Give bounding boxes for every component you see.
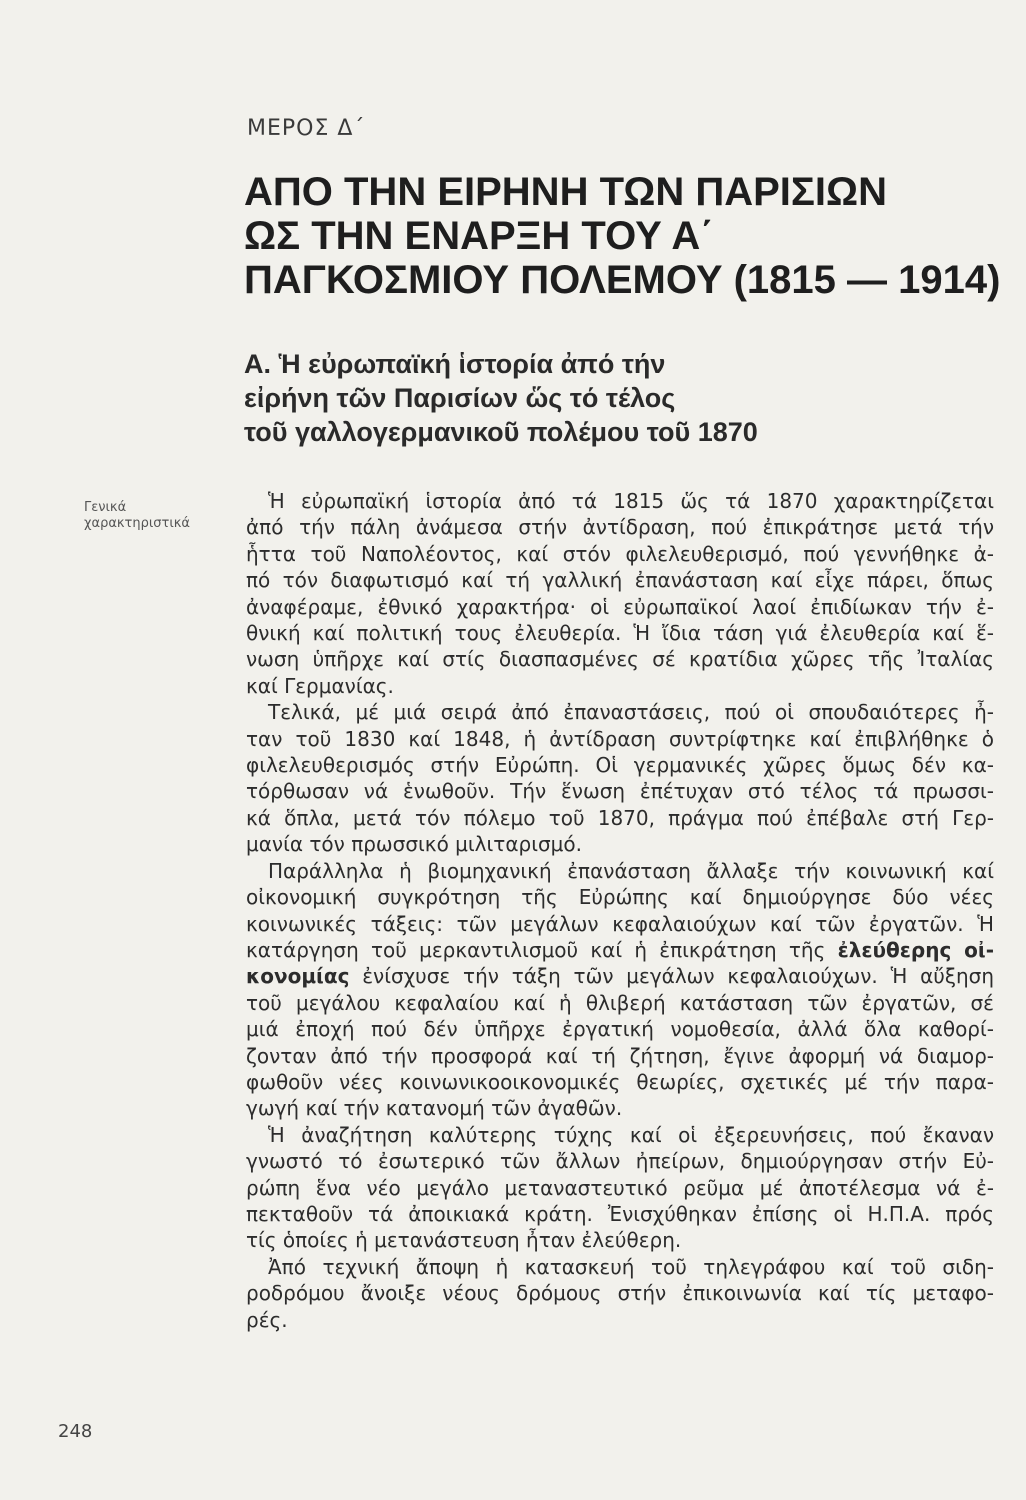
text-line: μανία τόν πρωσσικό μιλιταρισμό. bbox=[246, 832, 582, 857]
text-line: πεκταθοῦν τά ἀποικιακά κράτη. Ἐνισχύθηκαν ἐπίσης οἱ Η.Π.Α. πρός bbox=[246, 1201, 994, 1226]
text-line: φωθοῦν νέες κοινωνικοοικονομικές θεωρίες, σχετικές μέ τήν παρα- bbox=[246, 1069, 994, 1094]
paragraph bbox=[246, 1122, 994, 1254]
text-line: Παράλληλα ἡ βιομηχανική ἐπανάσταση ἄλλαξε τήν κοινωνική καί bbox=[268, 858, 994, 883]
part-label: ΜΕΡΟΣ Δ΄ bbox=[247, 116, 366, 141]
text-line: τοῦ μεγάλου κεφαλαίου καί ἡ θλιβερή κατάσταση τῶν ἐργατῶν, σέ bbox=[246, 990, 994, 1015]
page-number: 248 bbox=[58, 1421, 93, 1442]
paragraph bbox=[246, 858, 994, 1122]
main-title-line: ΑΠΟ ΤΗΝ ΕΙΡΗΝΗ ΤΩΝ ΠΑΡΙΣΙΩΝ bbox=[244, 170, 887, 214]
paragraph bbox=[246, 1254, 994, 1333]
body-text bbox=[246, 488, 994, 1333]
section-title-line: τοῦ γαλλογερμανικοῦ πολέμου τοῦ 1870 bbox=[244, 417, 758, 447]
emphasized-term: κονομίας bbox=[246, 964, 350, 989]
main-title bbox=[244, 170, 1004, 302]
paragraph bbox=[246, 488, 994, 699]
paragraph bbox=[246, 699, 994, 857]
text-line: φιλελευθερισμός στήν Εὐρώπη. Οἱ γερμανικές χῶρες ὅμως δέν κα- bbox=[246, 753, 994, 778]
text-line: θνική καί πολιτική τους ἐλευθερία. Ἡ ἴδια τάση γιά ἐλευθερία καί ἕ- bbox=[246, 621, 994, 646]
text-line: κοινωνικές τάξεις: τῶν μεγάλων κεφαλαιούχων καί τῶν ἐργατῶν. Ἡ bbox=[246, 911, 994, 936]
section-title bbox=[244, 347, 944, 449]
text-line: Ἡ εὐρωπαϊκή ἱστορία ἀπό τά 1815 ὥς τά 1870 χαρακτηρίζεται bbox=[268, 489, 994, 513]
section-title-line: εἰρήνη τῶν Παρισίων ὥς τό τέλος bbox=[244, 383, 676, 413]
text-segment: ἐνίσχυσε τήν τάξη τῶν μεγάλων κεφαλαιούχων. Ἡ αὔξηση bbox=[349, 964, 994, 989]
emphasized-term: ἐλεύθερης οἰ- bbox=[837, 937, 994, 962]
text-line: γωγή καί τήν κατανομή τῶν ἀγαθῶν. bbox=[246, 1096, 623, 1121]
text-line: ταν τοῦ 1830 καί 1848, ἡ ἀντίδραση συντρίφτηκε καί ἐπιβλήθηκε ὁ bbox=[246, 726, 994, 751]
text-line: πό τόν διαφωτισμό καί τή γαλλική ἐπανάσταση καί εἶχε πάρει, ὅπως bbox=[246, 568, 994, 593]
margin-note-line: χαρακτηριστικά bbox=[84, 516, 190, 531]
text-line: νωση ὑπῆρχε καί στίς διασπασμένες σέ κρατίδια χῶρες τῆς Ἰταλίας bbox=[246, 647, 994, 672]
text-line: οἰκονομική συγκρότηση τῆς Εὐρώπης καί δημιούργησε δύο νέες bbox=[246, 885, 994, 910]
text-line: ἀναφέραμε, ἐθνικό χαρακτήρα· οἱ εὐρωπαϊκοί λαοί ἐπιδίωκαν τήν ἐ- bbox=[246, 594, 994, 619]
text-line: τόρθωσαν νά ἑνωθοῦν. Τήν ἕνωση ἐπέτυχαν στό τέλος τά πρωσσι- bbox=[246, 779, 994, 804]
main-title-line: ΠΑΓΚΟΣΜΙΟΥ ΠΟΛΕΜΟΥ (1815 — 1914) bbox=[244, 258, 1001, 302]
text-line: Ἀπό τεχνική ἄποψη ἡ κατασκευή τοῦ τηλεγράφου καί τοῦ σιδη- bbox=[268, 1254, 994, 1279]
text-line: γνωστό τό ἐσωτερικό τῶν ἄλλων ἠπείρων, δημιούργησαν στήν Εὐ- bbox=[246, 1149, 994, 1174]
text-line: κά ὅπλα, μετά τόν πόλεμο τοῦ 1870, πράγμα πού ἐπέβαλε στή Γερ- bbox=[246, 805, 994, 830]
margin-note bbox=[84, 500, 214, 532]
text-line: μιά ἐποχή πού δέν ὑπῆρχε ἐργατική νομοθεσία, ἀλλά ὅλα καθορί- bbox=[246, 1017, 994, 1042]
main-title-line: ΩΣ ΤΗΝ ΕΝΑΡΞΗ ΤΟΥ Α΄ bbox=[244, 214, 714, 258]
text-line bbox=[246, 963, 994, 989]
text-line: Ἡ ἀναζήτηση καλύτερης τύχης καί οἱ ἐξερευνήσεις, πού ἔκαναν bbox=[268, 1122, 994, 1147]
text-line: ζονταν ἀπό τήν προσφορά καί τή ζήτηση, ἔγινε ἀφορμή νά διαμορ- bbox=[246, 1043, 994, 1068]
text-line: ρές. bbox=[246, 1307, 288, 1332]
section-title-line: Α. Ἡ εὐρωπαϊκή ἱστορία ἀπό τήν bbox=[244, 349, 666, 379]
text-line: καί Γερμανίας. bbox=[246, 673, 394, 698]
text-line: τίς ὁποίες ἡ μετανάστευση ἦταν ἐλεύθερη. bbox=[246, 1228, 682, 1253]
text-line: ροδρόμου ἄνοιξε νέους δρόμους στήν ἐπικοινωνία καί τίς μεταφο- bbox=[246, 1281, 994, 1306]
text-line bbox=[246, 937, 994, 963]
margin-note-line: Γενικά bbox=[84, 500, 127, 515]
text-line: ἧττα τοῦ Ναπολέοντος, καί στόν φιλελευθερισμό, πού γεννήθηκε ἀ- bbox=[246, 541, 994, 566]
text-line: ἀπό τήν πάλη ἀνάμεσα στήν ἀντίδραση, πού ἐπικράτησε μετά τήν bbox=[246, 515, 994, 540]
text-line: ρώπη ἕνα νέο μεγάλο μεταναστευτικό ρεῦμα μέ ἀποτέλεσμα νά ἐ- bbox=[246, 1175, 994, 1200]
text-line: Τελικά, μέ μιά σειρά ἀπό ἐπαναστάσεις, πού οἱ σπουδαιότερες ἦ- bbox=[268, 700, 994, 725]
text-segment: κατάργηση τοῦ μερκαντιλισμοῦ καί ἡ ἐπικράτηση τῆς bbox=[246, 937, 838, 962]
